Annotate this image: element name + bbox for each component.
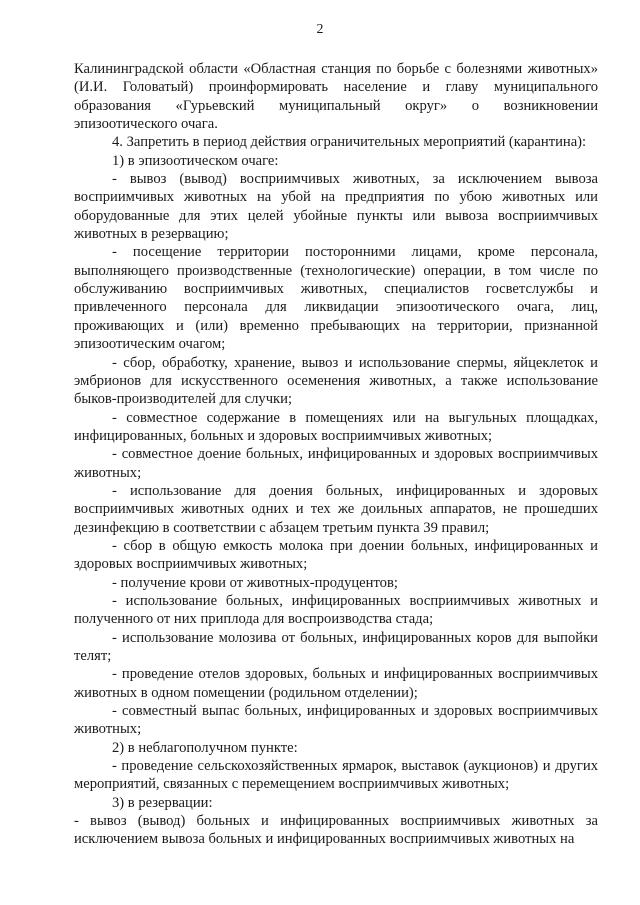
paragraph: - посещение территории посторонними лицами, кроме персонала, выполняющего производственные (технологические) операции, в том числе по обслуживанию восприимчивых животных, специалистов госветслужбы и привлеченного персонала для ликвидации эпизоотического очага, лиц, проживающих и (или) временно пребывающих на территории, признанной эпизоотическим очагом; (74, 244, 598, 353)
paragraph: Калининградской области «Областная станция по борьбе с болезнями животных» (И.И. Головатый) проинформировать население и главу муниципального образования «Гурьевский муниципальный округ» о возникновении эпизоотического очага. (74, 61, 598, 133)
paragraph: 3) в резервации: (112, 794, 213, 811)
paragraph: - совместное содержание в помещениях или на выгульных площадках, инфицированных, больных и здоровых восприимчивых животных; (74, 409, 598, 444)
paragraph: - проведение сельскохозяйственных ярмарок, выставок (аукционов) и других мероприятий, связанных с перемещением восприимчивых животных; (74, 758, 598, 793)
paragraph: - проведение отелов здоровых, больных и инфицированных восприимчивых животных в одном помещении (родильном отделении); (74, 666, 598, 701)
paragraph: - использование больных, инфицированных восприимчивых животных и полученного от них приплода для воспроизводства стада; (74, 592, 598, 628)
paragraph: - сбор в общую емкость молока при доении больных, инфицированных и здоровых восприимчивых животных; (74, 537, 598, 573)
paragraph: - вывоз (вывод) больных и инфицированных восприимчивых животных за исключением вывоза больных и инфицированных восприимчивых животных на (74, 813, 598, 848)
page-number: 2 (316, 22, 324, 37)
paragraph: 4. Запретить в период действия ограничительных мероприятий (карантина): (112, 134, 587, 151)
paragraph: 2) в неблагополучном пункте: (112, 739, 298, 756)
paragraph: - совместный выпас больных, инфицированных и здоровых восприимчивых животных; (74, 703, 598, 738)
document-body (74, 60, 598, 849)
paragraph: 1) в эпизоотическом очаге: (112, 152, 279, 169)
paragraph: - сбор, обработку, хранение, вывоз и использование спермы, яйцеклеток и эмбрионов для искусственного осеменения животных, а также использование быков-производителей для случки; (74, 354, 598, 408)
paragraph: - использование молозива от больных, инфицированных коров для выпойки телят; (74, 629, 598, 664)
paragraph: - совместное доение больных, инфицированных и здоровых восприимчивых животных; (74, 446, 598, 481)
paragraph: - вывоз (вывод) восприимчивых животных, за исключением вывоза восприимчивых животных на убой на предприятия по убою животных или оборудованные для этих целей убойные пункты или вывоза восприимчивых животных в резервацию; (74, 171, 598, 243)
paragraph: - использование для доения больных, инфицированных и здоровых восприимчивых животных одних и тех же доильных аппаратов, не прошедших дезинфекцию в соответствии с абзацем третьим пункта 39 правил; (74, 482, 598, 536)
paragraph: - получение крови от животных-продуцентов; (112, 574, 398, 591)
